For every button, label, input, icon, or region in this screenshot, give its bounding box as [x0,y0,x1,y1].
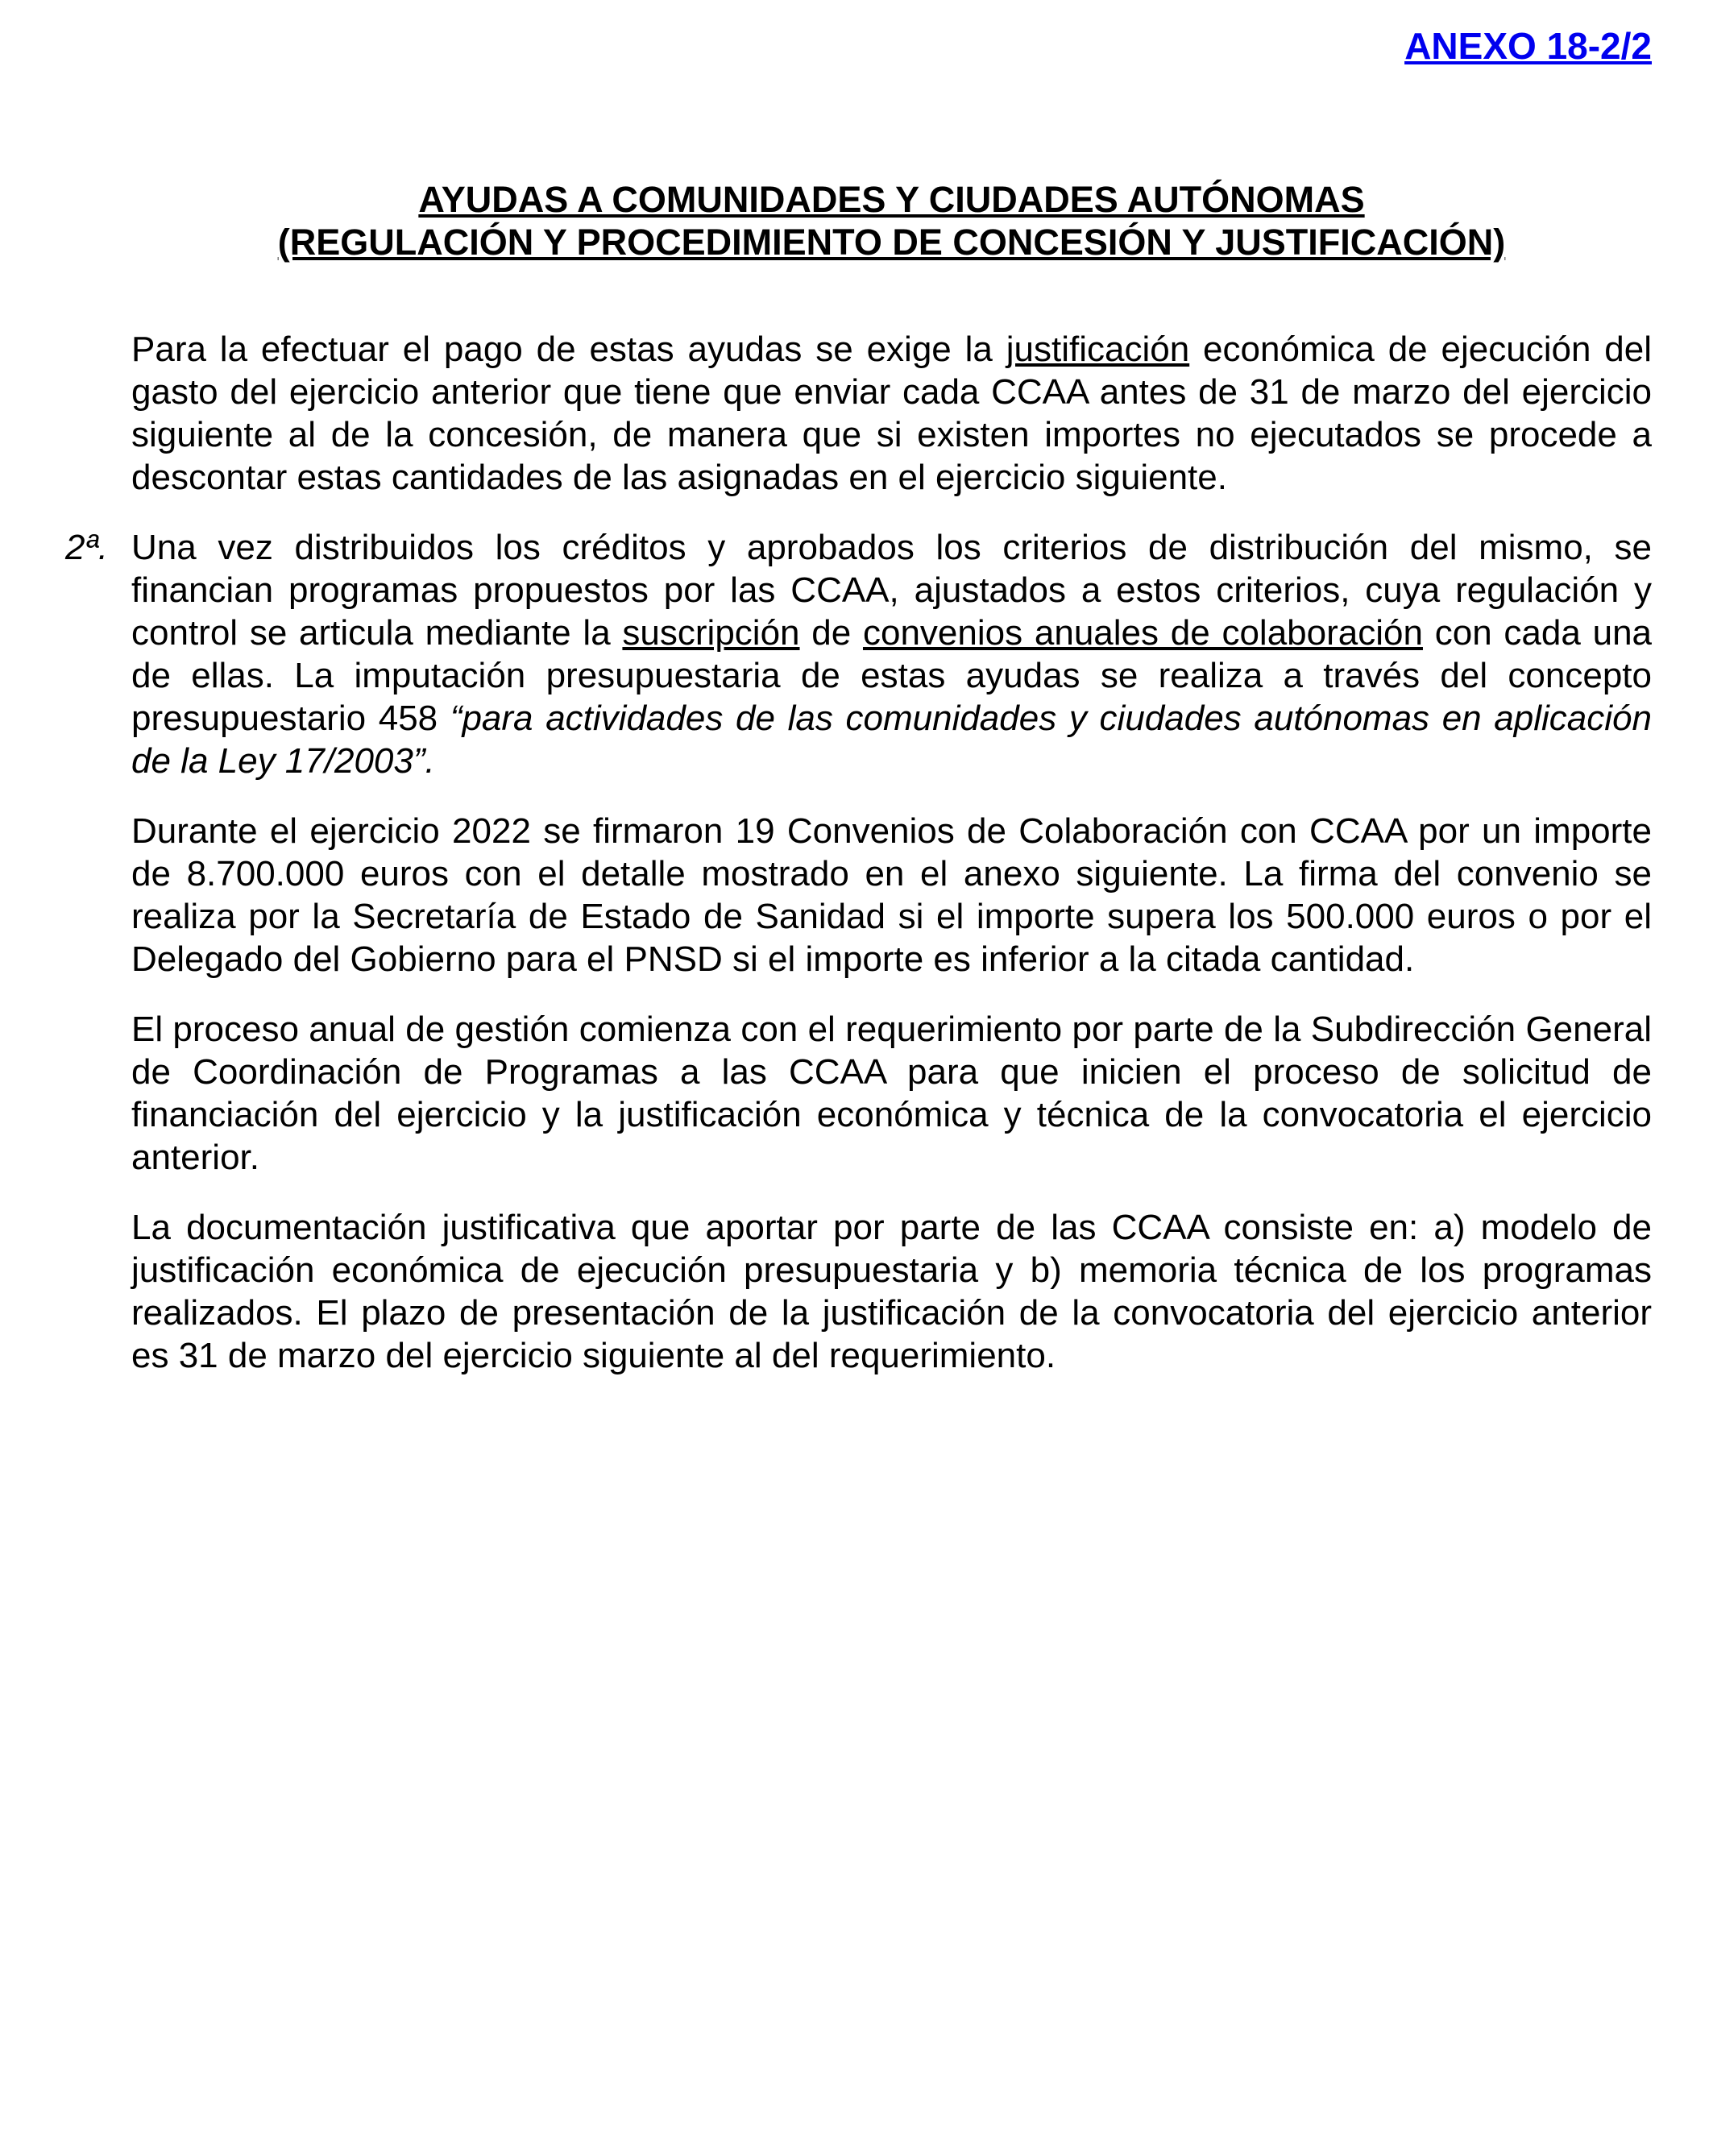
p2-text-a: Una vez distribuidos los créditos y aprobados los criterios de distribución del mismo, se financian programas propuestos por las CCAA, ajustados a estos criterios, cuya regulación y control se articula mediante la [131,528,1652,653]
paragraph-3 [131,810,1652,981]
paragraph-4 [131,1008,1652,1179]
p1-text-c: económica de ejecución del gasto del ejercicio anterior que tiene que enviar cada CCAA antes de 31 de marzo del ejercicio siguiente al de la concesión, de manera que si existen importes no ejecutados se procede a descontar estas cantidades de las asignadas en el ejercicio siguiente. [131,330,1653,498]
p2-list-marker: 2ª. [65,528,108,568]
title-line-1: AYUDAS A COMUNIDADES Y CIUDADES AUTÓNOMAS [418,179,1365,221]
p2-italic-quote: “para actividades de las comunidades y ciudades autónomas en aplicación de la Ley 17/2003”. [131,699,1652,782]
annex-link[interactable]: ANEXO 18-2/2 [1404,25,1652,67]
p1-underline-justificacion: justificación [1006,330,1190,370]
document-title [131,178,1652,263]
p3-text-a: Durante el ejercicio 2022 se firmaron 19 Convenios de Colaboración con CCAA por un importe de 8.700.000 euros con el detalle mostrado en el anexo siguiente. La firma del convenio se realiza por la Secretaría de Estado de Sanidad si el importe supera los 500.000 euros o por el Delegado del Gobierno para el PNSD si el importe es inferior a la citada cantidad. [131,811,1652,980]
p4-text-a: El proceso anual de gestión comienza con el requerimiento por parte de la Subdirección General de Coordinación de Programas a las CCAA para que inicien el proceso de solicitud de financiación del ejercicio y la justificación económica y técnica de la convocatoria el ejercicio anterior. [131,1010,1652,1178]
p1-text-a: Para la efectuar el pago de estas ayudas se exige la [131,330,1006,370]
paragraph-2 [65,526,1653,782]
annex-header [131,24,1652,68]
p2-underline-convenios: convenios anuales de colaboración [862,613,1423,653]
p2-text-c: de [799,613,863,653]
paragraph-1 [131,328,1652,499]
p5-text-a: La documentación justificativa que aportar por parte de las CCAA consiste en: a) modelo de justificación económica de ejecución presupuestaria y b) memoria técnica de los programas realizados. El plazo de presentación de la justificación de la convocatoria del ejercicio anterior es 31 de marzo del ejercicio siguiente al del requerimiento. [131,1208,1652,1376]
title-line-2: (REGULACIÓN Y PROCEDIMIENTO DE CONCESIÓN Y JUSTIFICACIÓN) [277,222,1506,263]
p2-text-e: con cada una de ellas. La imputación presupuestaria de estas ayudas se realiza a través del concepto presupuestario 458 [131,613,1653,739]
paragraph-5 [131,1206,1652,1377]
p2-underline-suscripcion: suscripción [622,613,800,653]
document-body [65,328,1653,1377]
